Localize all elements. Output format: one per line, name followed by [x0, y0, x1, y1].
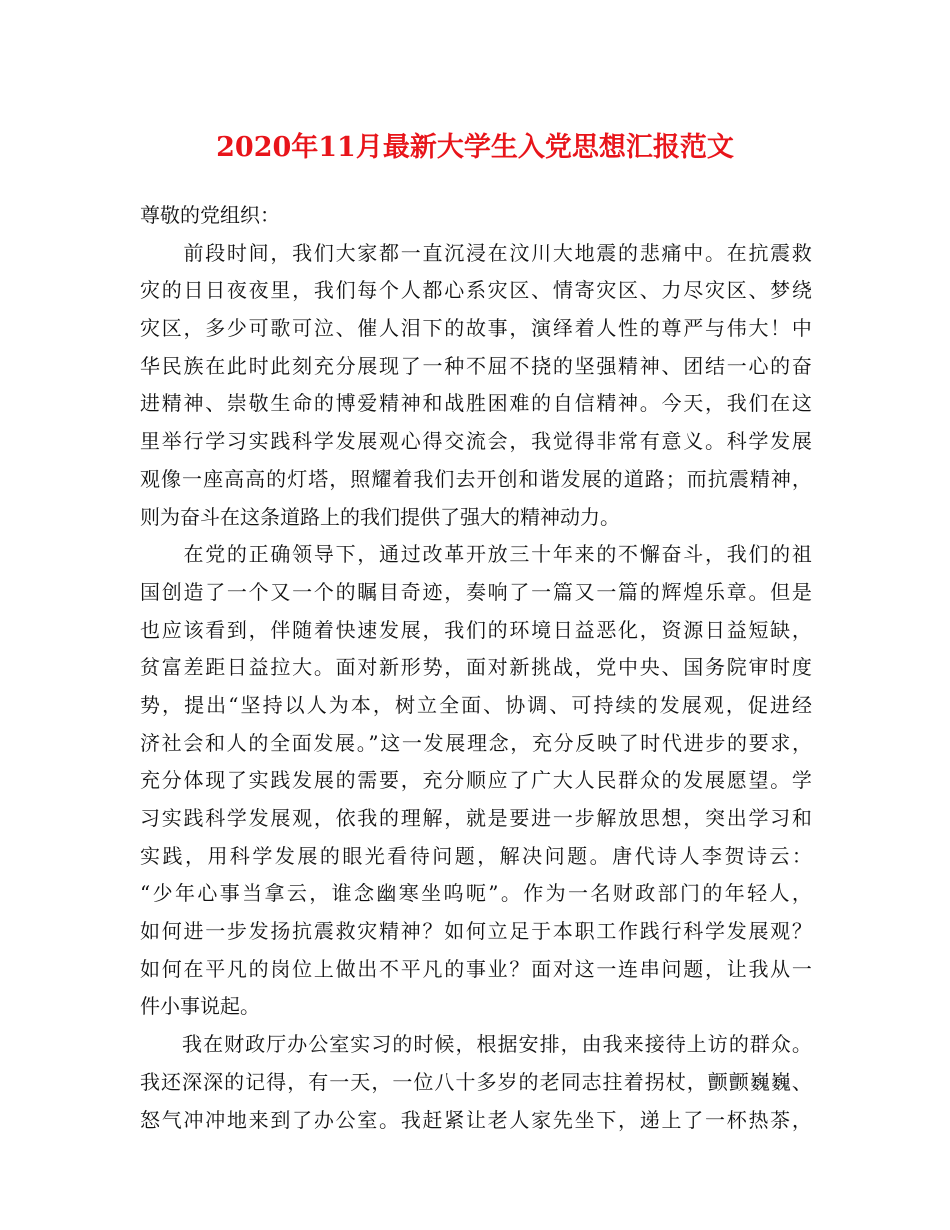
text-line: 前段时间，我们大家都一直沉浸在汶川大地震的悲痛中。在抗震救 [140, 240, 814, 265]
text-line: 如何进一步发扬抗震救灾精神？如何立足于本职工作践行科学发展观？ [140, 919, 814, 944]
text-line: 观像一座高高的灯塔，照耀着我们去开创和谐发展的道路；而抗震精神， [140, 466, 813, 491]
text-line: 充分体现了实践发展的需要，充分顺应了广大人民群众的发展愿望。学 [140, 768, 814, 793]
document-body [140, 197, 815, 1139]
text-line: 贫富差距日益拉大。面对新形势，面对新挑战，党中央、国务院审时度 [140, 655, 814, 680]
text-line: 习实践科学发展观，依我的理解，就是要进一步解放思想，突出学习和 [140, 806, 814, 830]
text-line: 怒气冲冲地来到了办公室。我赶紧让老人家先坐下，递上了一杯热茶， [140, 1107, 814, 1132]
text-line: 在党的正确领导下，通过改革开放三十年来的不懈奋斗，我们的祖 [140, 542, 814, 567]
text-line: 灾的日日夜夜里，我们每个人都心系灾区、情寄灾区、力尽灾区、梦绕 [140, 278, 814, 303]
document-title: 2020年11月最新大学生入党思想汇报范文 [216, 132, 734, 163]
text-line: 我还深深的记得，有一天，一位八十多岁的老同志拄着拐杖，颤颤巍巍、 [140, 1069, 813, 1094]
text-line: 如何在平凡的岗位上做出不平凡的事业？面对这一连串问题，让我从一 [140, 956, 814, 981]
text-line: 我在财政厅办公室实习的时候，根据安排，由我来接待上访的群众。 [140, 1032, 813, 1057]
text-line: 国创造了一个又一个的瞩目奇迹，奏响了一篇又一篇的辉煌乐章。但是 [140, 579, 814, 604]
text-line: 华民族在此时此刻充分展现了一种不屈不挠的坚强精神、团结一心的奋 [140, 353, 814, 378]
text-line: 也应该看到，伴随着快速发展，我们的环境日益恶化，资源日益短缺， [140, 617, 814, 642]
text-line: “少年心事当拿云，谁念幽寒坐呜呃”。作为一名财政部门的年轻人， [140, 881, 815, 906]
text-line: 实践，用科学发展的眼光看待问题，解决问题。唐代诗人李贺诗云： [140, 843, 815, 868]
text-line: 尊敬的党组织： [140, 203, 280, 227]
text-line: 件小事说起。 [140, 994, 260, 1019]
text-line: 里举行学习实践科学发展观心得交流会，我觉得非常有意义。科学发展 [140, 429, 814, 454]
text-line: 进精神、崇敬生命的博爱精神和战胜困难的自信精神。今天，我们在这 [140, 391, 814, 416]
text-line: 则为奋斗在这条道路上的我们提供了强大的精神动力。 [140, 504, 620, 529]
text-line: 势，提出“坚持以人为本，树立全面、协调、可持续的发展观，促进经 [140, 692, 815, 717]
text-line: 灾区，多少可歌可泣、催人泪下的故事，演绎着人性的尊严与伟大！中 [140, 316, 814, 341]
text-line: 济社会和人的全面发展。”这一发展理念，充分反映了时代进步的要求， [140, 730, 814, 755]
